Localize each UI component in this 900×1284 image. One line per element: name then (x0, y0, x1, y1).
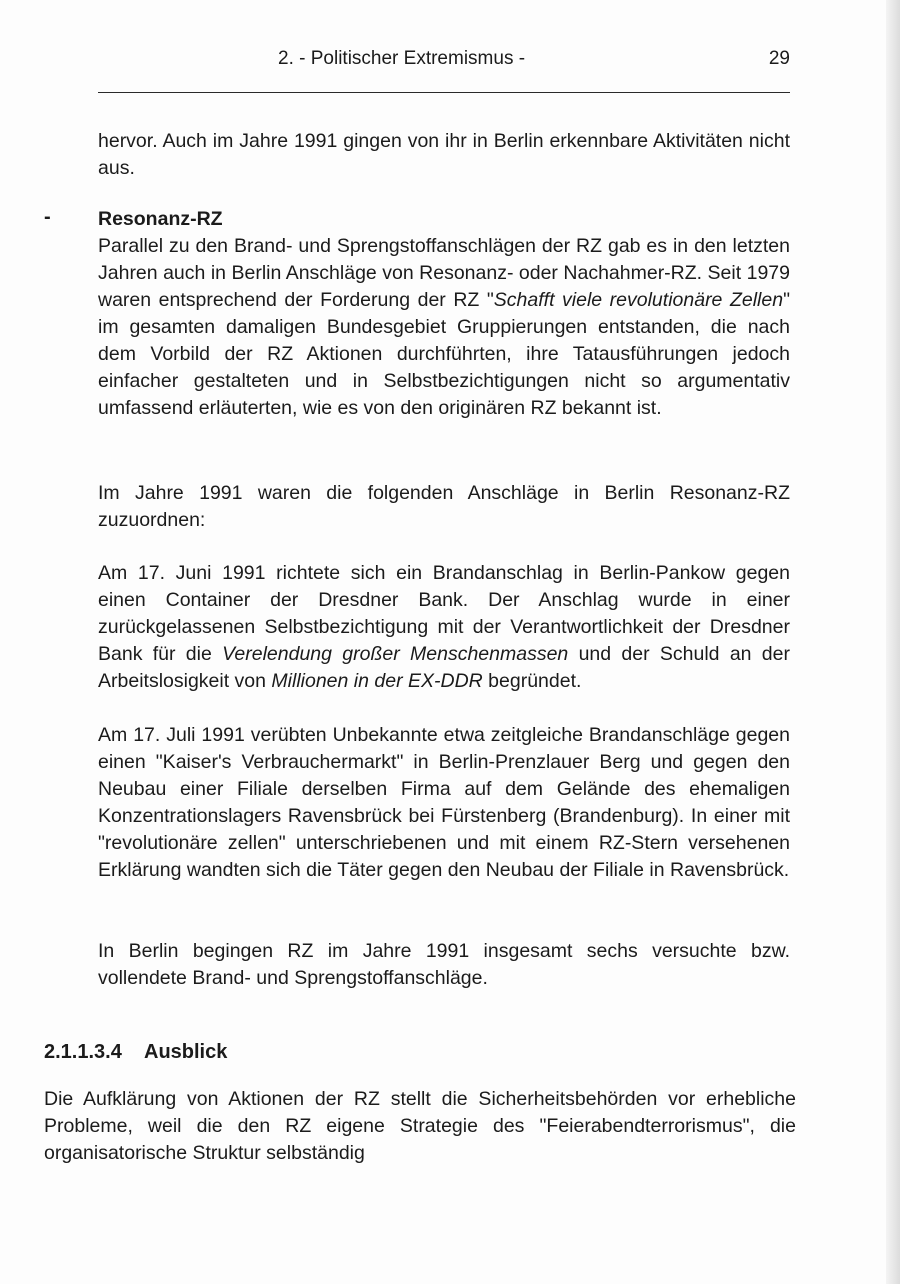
header-rule (98, 92, 790, 93)
running-header (98, 48, 790, 74)
pankow-em-1: Verelendung großer Menschenmassen (222, 643, 569, 665)
paragraph-pankow (98, 560, 790, 695)
summary-text: In Berlin begingen RZ im Jahre 1991 insgesamt sechs versuchte bzw. vollendete Brand- und Sprengstoffanschläge. (98, 940, 790, 989)
section-number: 2.1.1.3.4 (44, 1041, 122, 1063)
section-heading (44, 1041, 227, 1064)
pankow-em-2: Millionen in der EX-DDR (271, 670, 483, 692)
pankow-text-a: Am 17. Juni 1991 richtete sich ein Brandanschlag in Berlin-Pankow gegen einen Container der Dresdner Bank. Der Anschlag wurde in einer zurückgelassenen Selbstbezichtigung mit der Verantwortlichkeit der Dresdner Bank für die (98, 562, 790, 665)
resonanz-quote: Schafft viele revolutionäre Zellen (493, 289, 784, 311)
section-title: Ausblick (144, 1041, 228, 1063)
bullet-dash: - (44, 206, 51, 228)
pankow-text-c: begründet. (482, 670, 582, 692)
ausblick-text: Die Aufklärung von Aktionen der RZ stellt die Sicherheitsbehörden vor erhebliche Probleme, weil die den RZ eigene Strategie des "Feierabendterrorismus", die organisatorische Struktur selbständig (44, 1088, 796, 1164)
pankow-text-b: und der Schuld an der Arbeitslosigkeit von (98, 643, 790, 692)
resonanz-heading: Resonanz-RZ (98, 208, 223, 230)
resonanz-text-a: Parallel zu den Brand- und Sprengstoffanschlägen der RZ gab es in den letzten Jahren auch in Berlin Anschläge von Resonanz- oder Nachahmer-RZ. Seit 1979 waren entsprechend der Forderung der RZ " (98, 235, 790, 311)
page-number: 29 (768, 48, 790, 69)
paragraph-ravensbrueck (98, 722, 790, 884)
page-edge-shadow (886, 0, 900, 1284)
resonanz-text-b: " im gesamten damaligen Bundesgebiet Gruppierungen entstanden, die nach dem Vorbild der RZ Aktionen durchführten, ihre Tatausführungen jedoch einfacher gestalteten und in Selbstbezichtigungen nicht so argumentativ umfassend erläuterten, wie es von den originären RZ bekannt ist. (98, 289, 790, 419)
resonanz-paragraph (98, 206, 790, 422)
paragraph-ausblick (44, 1086, 796, 1167)
ravensbrueck-text: Am 17. Juli 1991 verübten Unbekannte etwa zeitgleiche Brandanschläge gegen einen "Kaiser's Verbrauchermarkt" in Berlin-Prenzlauer Berg und gegen den Neubau einer Filiale derselben Firma auf dem Gelände des ehemaligen Konzentrationslagers Ravensbrück bei Fürstenberg (Brandenburg). In einer mit "revolutionäre zellen" unterschriebenen und mit einem RZ-Stern versehenen Erklärung wandten sich die Täter gegen den Neubau der Filiale in Ravensbrück. (98, 724, 790, 881)
paragraph-summary (98, 938, 790, 992)
header-title: 2. - Politischer Extremismus - (278, 48, 526, 69)
paragraph-zuordnung (98, 480, 790, 534)
intro-text: hervor. Auch im Jahre 1991 gingen von ihr in Berlin erkennbare Aktivitäten nicht aus. (98, 130, 790, 179)
zuordnung-text: Im Jahre 1991 waren die folgenden Anschläge in Berlin Resonanz-RZ zuzuordnen: (98, 482, 790, 531)
intro-paragraph (98, 128, 790, 182)
